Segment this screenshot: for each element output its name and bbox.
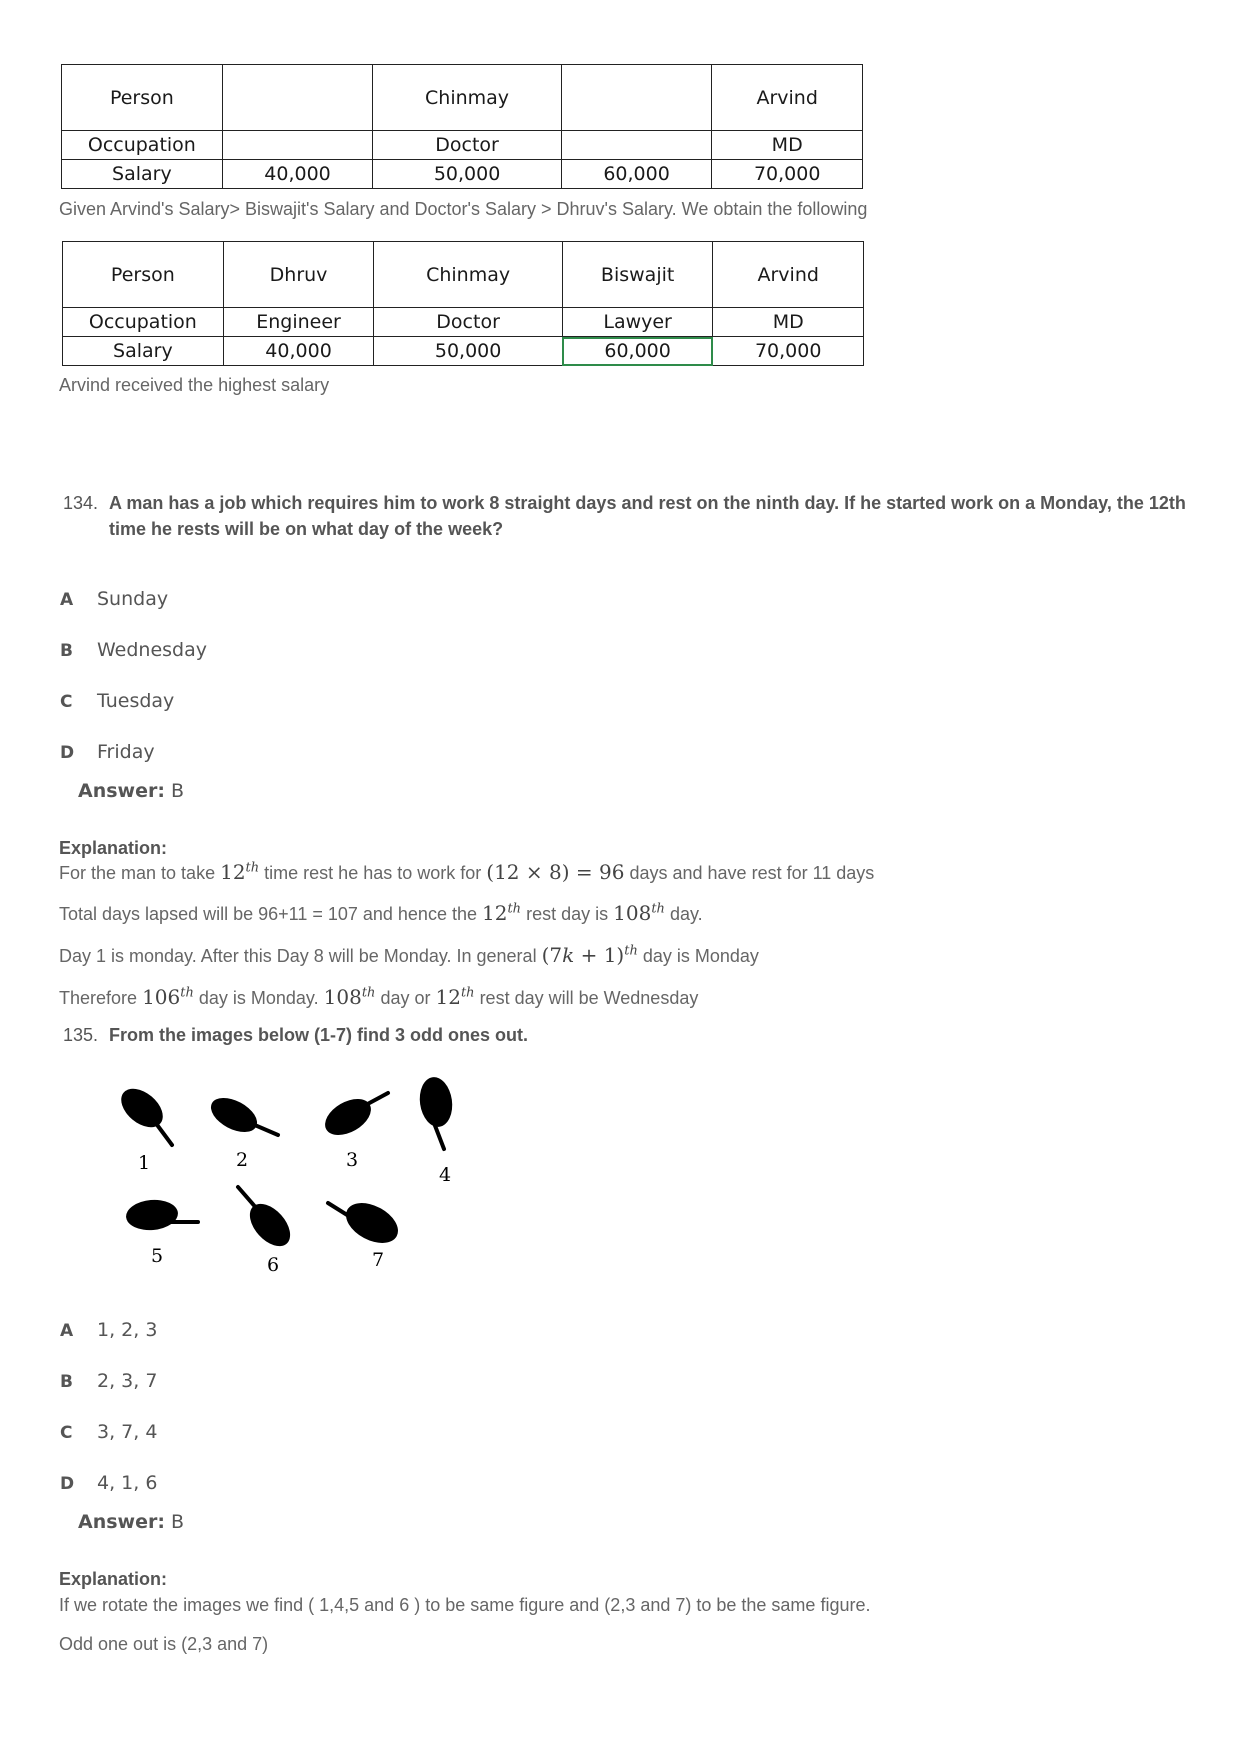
answer-label: Answer: [78, 1511, 165, 1533]
option-letter: B [60, 641, 73, 661]
explanation-heading: Explanation: [59, 1569, 168, 1589]
option-c[interactable] [60, 690, 174, 712]
option-text: Tuesday [97, 690, 175, 712]
math-expression: $(7k + 1)^{th}$ [541, 943, 638, 967]
explanation-line: If we rotate the images we find ( 1,4,5 and 6 ) to be same figure and (2,3 and 7) to be the same figure. [59, 1595, 871, 1615]
table-cell: Lawyer [562, 308, 713, 337]
explanation-text: day or [380, 988, 431, 1008]
option-text: Wednesday [97, 639, 208, 661]
option-text: 1, 2, 3 [97, 1319, 158, 1341]
math-expression: 12th [482, 901, 522, 925]
table-cell: Chinmay [374, 242, 562, 308]
table-row [62, 131, 863, 160]
explanation-text: Total days lapsed will be 96+11 = 107 and hence the [59, 904, 477, 924]
explanation-text: time rest he has to work for [264, 863, 482, 883]
option-a[interactable] [60, 1319, 157, 1341]
question-number: 135. [63, 1025, 99, 1045]
option-text: Sunday [97, 588, 169, 610]
question-text: From the images below (1-7) find 3 odd ones out. [109, 1025, 529, 1045]
option-d[interactable] [60, 1472, 157, 1494]
option-letter: D [60, 743, 75, 763]
math-expression: 12th [220, 860, 260, 884]
explanation-text: rest day will be Wednesday [479, 988, 699, 1008]
option-a[interactable] [60, 588, 168, 610]
paddle-figure-2 [205, 1091, 278, 1171]
explanation-text: Day 1 is monday. After this Day 8 will be Monday. In general [59, 946, 537, 966]
salary-table-complete [62, 241, 864, 366]
explanation-heading: Explanation: [59, 838, 168, 858]
table-cell: Salary [63, 337, 224, 366]
explanation-line [59, 943, 759, 967]
table-cell: 40,000 [222, 160, 373, 189]
option-letter: B [60, 1372, 73, 1392]
table-row [62, 65, 863, 131]
answer [78, 1511, 184, 1533]
table-row [62, 160, 863, 189]
option-b[interactable] [60, 1370, 157, 1392]
table-cell: 50,000 [373, 160, 561, 189]
figure-label: 1 [137, 1152, 151, 1174]
table2-note: Arvind received the highest salary [59, 375, 330, 395]
paddle-figure-4 [417, 1075, 456, 1186]
figure-label: 2 [235, 1149, 249, 1171]
table-cell: 50,000 [374, 337, 562, 366]
table-cell: Person [63, 242, 224, 308]
table-cell [561, 131, 712, 160]
table-cell: Occupation [62, 131, 223, 160]
math-expression: 12th [435, 985, 475, 1009]
paddle-figures [100, 1065, 480, 1280]
table-cell: Doctor [373, 131, 561, 160]
option-text: Friday [97, 741, 155, 763]
figure-label: 4 [438, 1164, 452, 1186]
explanation-text: day is Monday [642, 946, 759, 966]
paddle-figure-3 [319, 1092, 388, 1171]
explanation-line: Odd one out is (2,3 and 7) [59, 1634, 269, 1654]
table-cell [222, 131, 373, 160]
table1-note: Given Arvind's Salary> Biswajit's Salary and Doctor's Salary > Dhruv's Salary. We obtain the following [59, 199, 868, 219]
paddle-figure-1 [114, 1081, 172, 1174]
table-cell-selected[interactable]: 60,000 [562, 337, 713, 366]
table-row [63, 337, 864, 366]
table-cell [561, 65, 712, 131]
table-cell: Occupation [63, 308, 224, 337]
table-cell: Chinmay [373, 65, 561, 131]
option-letter: C [60, 1423, 73, 1443]
table-cell: 70,000 [712, 160, 863, 189]
table-cell [222, 65, 373, 131]
option-b[interactable] [60, 639, 207, 661]
paddle-figure-5 [125, 1198, 198, 1267]
math-expression: 108th [323, 985, 376, 1009]
answer-value: B [171, 1511, 185, 1533]
paddle-figure-6 [238, 1187, 298, 1276]
question-text-line: A man has a job which requires him to work 8 straight days and rest on the ninth day. If he started work on a Monday, the 12th [109, 493, 1186, 513]
question-text [109, 490, 1189, 542]
table-cell: Arvind [712, 65, 863, 131]
option-text: 2, 3, 7 [97, 1370, 158, 1392]
explanation-text: days and have rest for 11 days [629, 863, 875, 883]
option-c[interactable] [60, 1421, 157, 1443]
option-letter: A [60, 590, 74, 610]
figure-label: 7 [371, 1249, 385, 1271]
explanation-line [59, 985, 698, 1009]
table-row [63, 308, 864, 337]
math-expression: (12 × 8) = 96 [486, 860, 625, 884]
explanation-text: Therefore [59, 988, 138, 1008]
math-expression: 108th [613, 901, 665, 925]
explanation-text: day. [669, 904, 703, 924]
option-text: 3, 7, 4 [97, 1421, 158, 1443]
explanation-line [59, 901, 703, 925]
answer-label: Answer: [78, 780, 165, 802]
table-cell: 60,000 [561, 160, 712, 189]
table-cell: 70,000 [713, 337, 864, 366]
table-cell: Biswajit [562, 242, 713, 308]
option-letter: D [60, 1474, 75, 1494]
explanation-text: rest day is [526, 904, 609, 924]
question-text-line: time he rests will be on what day of the week? [109, 519, 504, 539]
salary-table-partial [61, 64, 863, 189]
question-number: 134. [63, 493, 99, 513]
table-cell: Dhruv [223, 242, 374, 308]
table-row [63, 242, 864, 308]
explanation-line [59, 860, 874, 884]
figure-label: 3 [345, 1149, 359, 1171]
table-cell: 40,000 [223, 337, 374, 366]
math-expression: 106th [142, 985, 194, 1009]
figure-label: 5 [150, 1245, 164, 1267]
option-d[interactable] [60, 741, 155, 763]
table-cell: Doctor [374, 308, 562, 337]
table-cell: Person [62, 65, 223, 131]
table-cell: Arvind [713, 242, 864, 308]
answer-value: B [171, 780, 185, 802]
table-cell: Engineer [223, 308, 374, 337]
answer [78, 780, 184, 802]
explanation-text: For the man to take [59, 863, 216, 883]
paddle-figure-7 [328, 1195, 405, 1271]
table-cell: MD [713, 308, 864, 337]
option-letter: C [60, 692, 73, 712]
option-letter: A [60, 1321, 74, 1341]
table-cell: Salary [62, 160, 223, 189]
option-text: 4, 1, 6 [97, 1472, 158, 1494]
figure-label: 6 [266, 1254, 280, 1276]
explanation-text: day is Monday. [198, 988, 319, 1008]
table-cell: MD [712, 131, 863, 160]
